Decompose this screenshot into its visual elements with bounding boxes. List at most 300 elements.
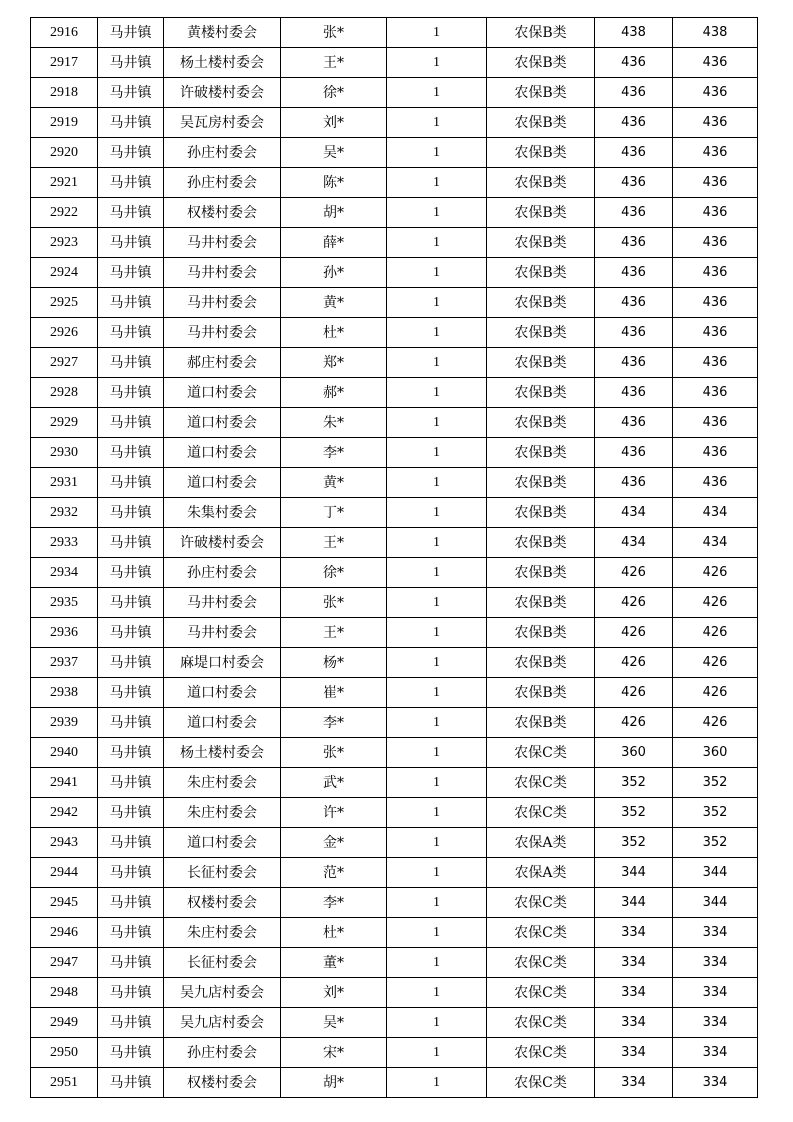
town-cell: 马井镇 — [98, 258, 164, 288]
count-cell: 1 — [387, 798, 487, 828]
town-cell: 马井镇 — [98, 1038, 164, 1068]
count-cell: 1 — [387, 168, 487, 198]
total-cell: 426 — [673, 558, 758, 588]
serial-number-cell: 2937 — [31, 648, 98, 678]
total-cell: 334 — [673, 1038, 758, 1068]
amount-cell: 436 — [595, 318, 673, 348]
amount-cell: 334 — [595, 948, 673, 978]
person-name-cell: 徐* — [281, 558, 387, 588]
serial-number-cell: 2946 — [31, 918, 98, 948]
town-cell: 马井镇 — [98, 618, 164, 648]
person-name-cell: 刘* — [281, 978, 387, 1008]
total-cell: 436 — [673, 378, 758, 408]
town-cell: 马井镇 — [98, 918, 164, 948]
person-name-cell: 吴* — [281, 138, 387, 168]
category-cell: 农保C类 — [487, 1038, 595, 1068]
category-cell: 农保B类 — [487, 198, 595, 228]
count-cell: 1 — [387, 48, 487, 78]
person-name-cell: 黄* — [281, 288, 387, 318]
village-cell: 许破楼村委会 — [164, 528, 281, 558]
person-name-cell: 武* — [281, 768, 387, 798]
count-cell: 1 — [387, 18, 487, 48]
town-cell: 马井镇 — [98, 438, 164, 468]
serial-number-cell: 2947 — [31, 948, 98, 978]
serial-number-cell: 2918 — [31, 78, 98, 108]
village-cell: 孙庄村委会 — [164, 168, 281, 198]
amount-cell: 438 — [595, 18, 673, 48]
village-cell: 麻堤口村委会 — [164, 648, 281, 678]
category-cell: 农保C类 — [487, 738, 595, 768]
serial-number-cell: 2933 — [31, 528, 98, 558]
total-cell: 436 — [673, 108, 758, 138]
count-cell: 1 — [387, 648, 487, 678]
village-cell: 朱庄村委会 — [164, 918, 281, 948]
count-cell: 1 — [387, 258, 487, 288]
count-cell: 1 — [387, 828, 487, 858]
total-cell: 436 — [673, 168, 758, 198]
count-cell: 1 — [387, 738, 487, 768]
total-cell: 360 — [673, 738, 758, 768]
total-cell: 334 — [673, 948, 758, 978]
total-cell: 426 — [673, 678, 758, 708]
person-name-cell: 张* — [281, 18, 387, 48]
serial-number-cell: 2925 — [31, 288, 98, 318]
serial-number-cell: 2949 — [31, 1008, 98, 1038]
amount-cell: 426 — [595, 708, 673, 738]
person-name-cell: 李* — [281, 888, 387, 918]
total-cell: 344 — [673, 858, 758, 888]
amount-cell: 436 — [595, 48, 673, 78]
table-row — [31, 708, 758, 738]
person-name-cell: 金* — [281, 828, 387, 858]
total-cell: 344 — [673, 888, 758, 918]
count-cell: 1 — [387, 888, 487, 918]
amount-cell: 436 — [595, 378, 673, 408]
town-cell: 马井镇 — [98, 18, 164, 48]
count-cell: 1 — [387, 978, 487, 1008]
person-name-cell: 胡* — [281, 198, 387, 228]
amount-cell: 334 — [595, 1038, 673, 1068]
count-cell: 1 — [387, 468, 487, 498]
total-cell: 436 — [673, 48, 758, 78]
serial-number-cell: 2916 — [31, 18, 98, 48]
table-row — [31, 1068, 758, 1098]
category-cell: 农保B类 — [487, 108, 595, 138]
serial-number-cell: 2938 — [31, 678, 98, 708]
table-row — [31, 1008, 758, 1038]
category-cell: 农保C类 — [487, 798, 595, 828]
category-cell: 农保C类 — [487, 1068, 595, 1098]
count-cell: 1 — [387, 138, 487, 168]
total-cell: 436 — [673, 438, 758, 468]
serial-number-cell: 2931 — [31, 468, 98, 498]
count-cell: 1 — [387, 78, 487, 108]
table-row — [31, 48, 758, 78]
village-cell: 马井村委会 — [164, 258, 281, 288]
table-row — [31, 558, 758, 588]
amount-cell: 436 — [595, 138, 673, 168]
amount-cell: 436 — [595, 198, 673, 228]
village-cell: 朱庄村委会 — [164, 768, 281, 798]
category-cell: 农保B类 — [487, 348, 595, 378]
serial-number-cell: 2939 — [31, 708, 98, 738]
village-cell: 长征村委会 — [164, 948, 281, 978]
town-cell: 马井镇 — [98, 288, 164, 318]
person-name-cell: 朱* — [281, 408, 387, 438]
person-name-cell: 郑* — [281, 348, 387, 378]
table-row — [31, 378, 758, 408]
total-cell: 426 — [673, 618, 758, 648]
table-row — [31, 108, 758, 138]
serial-number-cell: 2945 — [31, 888, 98, 918]
town-cell: 马井镇 — [98, 378, 164, 408]
village-cell: 孙庄村委会 — [164, 558, 281, 588]
town-cell: 马井镇 — [98, 228, 164, 258]
person-name-cell: 张* — [281, 738, 387, 768]
count-cell: 1 — [387, 318, 487, 348]
category-cell: 农保B类 — [487, 648, 595, 678]
table-row — [31, 168, 758, 198]
person-name-cell: 胡* — [281, 1068, 387, 1098]
person-name-cell: 孙* — [281, 258, 387, 288]
total-cell: 438 — [673, 18, 758, 48]
total-cell: 352 — [673, 828, 758, 858]
category-cell: 农保B类 — [487, 588, 595, 618]
person-name-cell: 黄* — [281, 468, 387, 498]
village-cell: 吴九店村委会 — [164, 1008, 281, 1038]
person-name-cell: 许* — [281, 798, 387, 828]
category-cell: 农保C类 — [487, 768, 595, 798]
count-cell: 1 — [387, 408, 487, 438]
category-cell: 农保B类 — [487, 468, 595, 498]
village-cell: 道口村委会 — [164, 408, 281, 438]
person-name-cell: 杨* — [281, 648, 387, 678]
category-cell: 农保C类 — [487, 978, 595, 1008]
town-cell: 马井镇 — [98, 768, 164, 798]
village-cell: 道口村委会 — [164, 678, 281, 708]
serial-number-cell: 2943 — [31, 828, 98, 858]
serial-number-cell: 2948 — [31, 978, 98, 1008]
table-row — [31, 198, 758, 228]
village-cell: 朱集村委会 — [164, 498, 281, 528]
amount-cell: 436 — [595, 468, 673, 498]
serial-number-cell: 2950 — [31, 1038, 98, 1068]
count-cell: 1 — [387, 528, 487, 558]
village-cell: 马井村委会 — [164, 618, 281, 648]
village-cell: 道口村委会 — [164, 828, 281, 858]
village-cell: 道口村委会 — [164, 438, 281, 468]
table-row — [31, 1038, 758, 1068]
table-row — [31, 228, 758, 258]
person-name-cell: 王* — [281, 528, 387, 558]
village-cell: 朱庄村委会 — [164, 798, 281, 828]
category-cell: 农保B类 — [487, 168, 595, 198]
total-cell: 436 — [673, 348, 758, 378]
serial-number-cell: 2930 — [31, 438, 98, 468]
total-cell: 352 — [673, 768, 758, 798]
amount-cell: 352 — [595, 768, 673, 798]
amount-cell: 436 — [595, 78, 673, 108]
amount-cell: 426 — [595, 588, 673, 618]
town-cell: 马井镇 — [98, 1008, 164, 1038]
table-row — [31, 288, 758, 318]
town-cell: 马井镇 — [98, 678, 164, 708]
town-cell: 马井镇 — [98, 888, 164, 918]
count-cell: 1 — [387, 708, 487, 738]
person-name-cell: 刘* — [281, 108, 387, 138]
amount-cell: 436 — [595, 258, 673, 288]
category-cell: 农保B类 — [487, 438, 595, 468]
table-row — [31, 528, 758, 558]
table-row — [31, 318, 758, 348]
amount-cell: 334 — [595, 1008, 673, 1038]
count-cell: 1 — [387, 438, 487, 468]
town-cell: 马井镇 — [98, 408, 164, 438]
table-row — [31, 738, 758, 768]
serial-number-cell: 2924 — [31, 258, 98, 288]
person-name-cell: 崔* — [281, 678, 387, 708]
village-cell: 马井村委会 — [164, 318, 281, 348]
person-name-cell: 郝* — [281, 378, 387, 408]
town-cell: 马井镇 — [98, 138, 164, 168]
amount-cell: 352 — [595, 828, 673, 858]
village-cell: 道口村委会 — [164, 378, 281, 408]
table-row — [31, 858, 758, 888]
category-cell: 农保B类 — [487, 78, 595, 108]
town-cell: 马井镇 — [98, 348, 164, 378]
category-cell: 农保B类 — [487, 708, 595, 738]
count-cell: 1 — [387, 618, 487, 648]
count-cell: 1 — [387, 198, 487, 228]
town-cell: 马井镇 — [98, 948, 164, 978]
category-cell: 农保C类 — [487, 948, 595, 978]
town-cell: 马井镇 — [98, 468, 164, 498]
table-row — [31, 348, 758, 378]
village-cell: 权楼村委会 — [164, 888, 281, 918]
category-cell: 农保B类 — [487, 618, 595, 648]
amount-cell: 434 — [595, 498, 673, 528]
village-cell: 权楼村委会 — [164, 1068, 281, 1098]
total-cell: 436 — [673, 468, 758, 498]
count-cell: 1 — [387, 1038, 487, 1068]
person-name-cell: 李* — [281, 708, 387, 738]
category-cell: 农保B类 — [487, 258, 595, 288]
count-cell: 1 — [387, 1008, 487, 1038]
category-cell: 农保A类 — [487, 828, 595, 858]
total-cell: 434 — [673, 528, 758, 558]
table-row — [31, 78, 758, 108]
table-row — [31, 678, 758, 708]
person-name-cell: 王* — [281, 48, 387, 78]
town-cell: 马井镇 — [98, 708, 164, 738]
total-cell: 334 — [673, 978, 758, 1008]
person-name-cell: 杜* — [281, 918, 387, 948]
document-page — [30, 17, 757, 1098]
person-name-cell: 丁* — [281, 498, 387, 528]
table-row — [31, 498, 758, 528]
total-cell: 436 — [673, 198, 758, 228]
category-cell: 农保B类 — [487, 408, 595, 438]
village-cell: 权楼村委会 — [164, 198, 281, 228]
table-row — [31, 828, 758, 858]
amount-cell: 426 — [595, 558, 673, 588]
village-cell: 杨土楼村委会 — [164, 48, 281, 78]
total-cell: 436 — [673, 258, 758, 288]
town-cell: 马井镇 — [98, 858, 164, 888]
total-cell: 426 — [673, 588, 758, 618]
total-cell: 436 — [673, 288, 758, 318]
table-row — [31, 438, 758, 468]
serial-number-cell: 2922 — [31, 198, 98, 228]
total-cell: 436 — [673, 138, 758, 168]
total-cell: 334 — [673, 1008, 758, 1038]
count-cell: 1 — [387, 348, 487, 378]
count-cell: 1 — [387, 768, 487, 798]
town-cell: 马井镇 — [98, 108, 164, 138]
village-cell: 杨土楼村委会 — [164, 738, 281, 768]
village-cell: 吴九店村委会 — [164, 978, 281, 1008]
serial-number-cell: 2941 — [31, 768, 98, 798]
count-cell: 1 — [387, 228, 487, 258]
table-row — [31, 258, 758, 288]
village-cell: 吴瓦房村委会 — [164, 108, 281, 138]
person-name-cell: 陈* — [281, 168, 387, 198]
table-row — [31, 468, 758, 498]
amount-cell: 334 — [595, 1068, 673, 1098]
benefit-roster-table — [30, 17, 758, 1098]
village-cell: 孙庄村委会 — [164, 138, 281, 168]
person-name-cell: 徐* — [281, 78, 387, 108]
category-cell: 农保B类 — [487, 48, 595, 78]
table-row — [31, 18, 758, 48]
serial-number-cell: 2932 — [31, 498, 98, 528]
total-cell: 334 — [673, 1068, 758, 1098]
amount-cell: 436 — [595, 168, 673, 198]
serial-number-cell: 2951 — [31, 1068, 98, 1098]
serial-number-cell: 2940 — [31, 738, 98, 768]
village-cell: 马井村委会 — [164, 288, 281, 318]
total-cell: 436 — [673, 78, 758, 108]
village-cell: 黄楼村委会 — [164, 18, 281, 48]
amount-cell: 434 — [595, 528, 673, 558]
table-row — [31, 918, 758, 948]
person-name-cell: 宋* — [281, 1038, 387, 1068]
table-body — [31, 18, 758, 1098]
count-cell: 1 — [387, 378, 487, 408]
person-name-cell: 吴* — [281, 1008, 387, 1038]
serial-number-cell: 2920 — [31, 138, 98, 168]
village-cell: 郝庄村委会 — [164, 348, 281, 378]
town-cell: 马井镇 — [98, 828, 164, 858]
table-row — [31, 888, 758, 918]
count-cell: 1 — [387, 918, 487, 948]
category-cell: 农保B类 — [487, 528, 595, 558]
serial-number-cell: 2926 — [31, 318, 98, 348]
town-cell: 马井镇 — [98, 498, 164, 528]
total-cell: 426 — [673, 648, 758, 678]
category-cell: 农保B类 — [487, 18, 595, 48]
serial-number-cell: 2934 — [31, 558, 98, 588]
town-cell: 马井镇 — [98, 558, 164, 588]
village-cell: 马井村委会 — [164, 588, 281, 618]
village-cell: 马井村委会 — [164, 228, 281, 258]
count-cell: 1 — [387, 948, 487, 978]
amount-cell: 436 — [595, 348, 673, 378]
town-cell: 马井镇 — [98, 168, 164, 198]
village-cell: 道口村委会 — [164, 468, 281, 498]
category-cell: 农保C类 — [487, 918, 595, 948]
serial-number-cell: 2942 — [31, 798, 98, 828]
category-cell: 农保B类 — [487, 288, 595, 318]
count-cell: 1 — [387, 108, 487, 138]
town-cell: 马井镇 — [98, 78, 164, 108]
town-cell: 马井镇 — [98, 738, 164, 768]
amount-cell: 436 — [595, 108, 673, 138]
person-name-cell: 李* — [281, 438, 387, 468]
count-cell: 1 — [387, 288, 487, 318]
category-cell: 农保B类 — [487, 318, 595, 348]
person-name-cell: 张* — [281, 588, 387, 618]
category-cell: 农保B类 — [487, 138, 595, 168]
town-cell: 马井镇 — [98, 648, 164, 678]
serial-number-cell: 2944 — [31, 858, 98, 888]
village-cell: 道口村委会 — [164, 708, 281, 738]
table-row — [31, 408, 758, 438]
town-cell: 马井镇 — [98, 48, 164, 78]
amount-cell: 334 — [595, 978, 673, 1008]
count-cell: 1 — [387, 1068, 487, 1098]
count-cell: 1 — [387, 558, 487, 588]
count-cell: 1 — [387, 858, 487, 888]
town-cell: 马井镇 — [98, 978, 164, 1008]
total-cell: 426 — [673, 708, 758, 738]
serial-number-cell: 2928 — [31, 378, 98, 408]
category-cell: 农保B类 — [487, 228, 595, 258]
amount-cell: 426 — [595, 618, 673, 648]
serial-number-cell: 2921 — [31, 168, 98, 198]
person-name-cell: 杜* — [281, 318, 387, 348]
town-cell: 马井镇 — [98, 588, 164, 618]
count-cell: 1 — [387, 678, 487, 708]
village-cell: 长征村委会 — [164, 858, 281, 888]
serial-number-cell: 2919 — [31, 108, 98, 138]
total-cell: 434 — [673, 498, 758, 528]
category-cell: 农保B类 — [487, 378, 595, 408]
table-row — [31, 978, 758, 1008]
amount-cell: 360 — [595, 738, 673, 768]
amount-cell: 352 — [595, 798, 673, 828]
person-name-cell: 王* — [281, 618, 387, 648]
amount-cell: 344 — [595, 888, 673, 918]
amount-cell: 426 — [595, 648, 673, 678]
amount-cell: 334 — [595, 918, 673, 948]
amount-cell: 436 — [595, 438, 673, 468]
town-cell: 马井镇 — [98, 198, 164, 228]
town-cell: 马井镇 — [98, 318, 164, 348]
count-cell: 1 — [387, 588, 487, 618]
serial-number-cell: 2927 — [31, 348, 98, 378]
count-cell: 1 — [387, 498, 487, 528]
table-row — [31, 768, 758, 798]
person-name-cell: 董* — [281, 948, 387, 978]
serial-number-cell: 2929 — [31, 408, 98, 438]
category-cell: 农保C类 — [487, 888, 595, 918]
serial-number-cell: 2917 — [31, 48, 98, 78]
amount-cell: 436 — [595, 288, 673, 318]
town-cell: 马井镇 — [98, 528, 164, 558]
total-cell: 334 — [673, 918, 758, 948]
village-cell: 许破楼村委会 — [164, 78, 281, 108]
